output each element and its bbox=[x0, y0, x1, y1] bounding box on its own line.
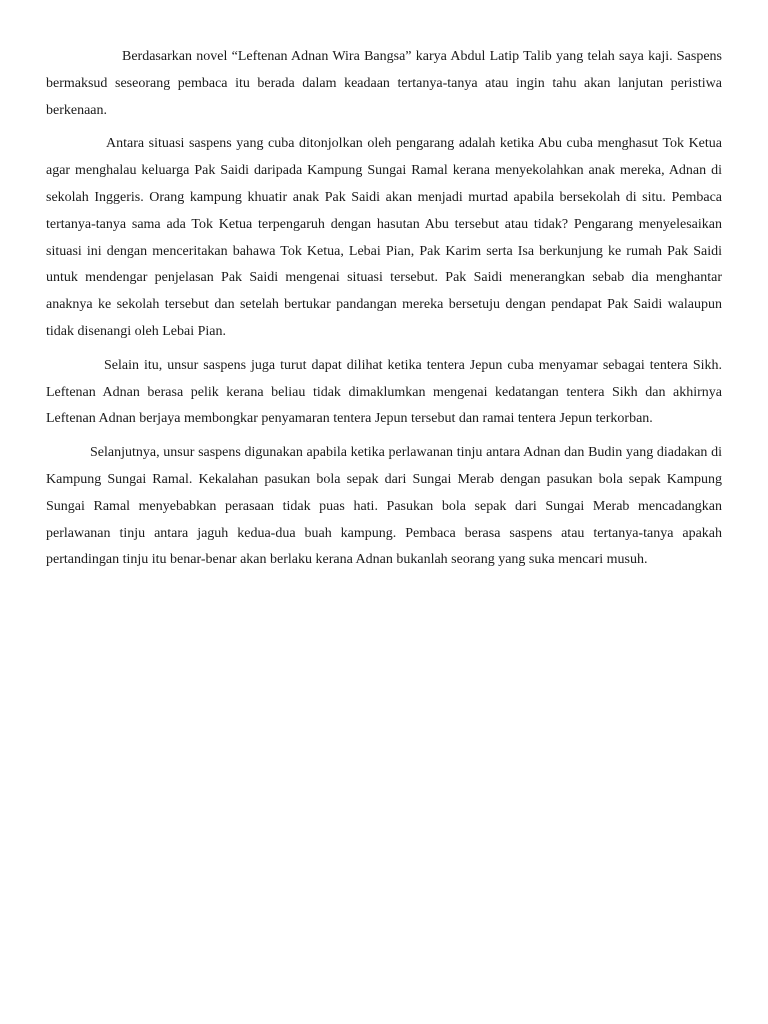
paragraph-abu-tok-ketua: Antara situasi saspens yang cuba ditonjolkan oleh pengarang adalah ketika Abu cuba menghasut Tok Ketua agar menghalau keluarga Pak Saidi daripada Kampung Sungai Ramal kerana menyekolahkan anak mereka, Adnan di sekolah Inggeris. Orang kampung khuatir anak Pak Saidi akan menjadi murtad apabila bersekolah di situ. Pembaca tertanya-tanya sama ada Tok Ketua terpengaruh dengan hasutan Abu tersebut atau tidak? Pengarang menyelesaikan situasi ini dengan menceritakan bahawa Tok Ketua, Lebai Pian, Pak Karim serta Isa berkunjung ke rumah Pak Saidi untuk mendengar penjelasan Pak Saidi mengenai situasi tersebut. Pak Saidi menerangkan sebab dia menghantar anaknya ke sekolah tersebut dan setelah bertukar pandangan mereka bersetuju dengan pendapat Pak Saidi walaupun tidak disenangi oleh Lebai Pian. bbox=[46, 136, 722, 339]
paragraph-tentera-jepun: Selain itu, unsur saspens juga turut dapat dilihat ketika tentera Jepun cuba menyamar sebagai tentera Sikh. Leftenan Adnan berasa pelik kerana beliau tidak dimaklumkan mengenai kedatangan tentera Sikh dan akhirnya Leftenan Adnan berjaya membongkar penyamaran tentera Jepun tersebut dan ramai tentera Jepun terkorban. bbox=[46, 357, 722, 427]
paragraph-perlawanan-tinju: Selanjutnya, unsur saspens digunakan apabila ketika perlawanan tinju antara Adnan dan Budin yang diadakan di Kampung Sungai Ramal. Kekalahan pasukan bola sepak dari Sungai Merab dengan pasukan bola sepak Kampung Sungai Ramal menyebabkan perasaan tidak puas hati. Pasukan bola sepak dari Sungai Merab mencadangkan perlawanan tinju antara jaguh kedua-dua buah kampung. Pembaca berasa saspens atau tertanya-tanya apakah pertandingan tinju itu benar-benar akan berlaku kerana Adnan bukanlah seorang yang suka mencari musuh. bbox=[46, 445, 722, 568]
document-body bbox=[46, 44, 722, 581]
paragraph-intro: Berdasarkan novel “Leftenan Adnan Wira Bangsa” karya Abdul Latip Talib yang telah saya kaji. Saspens bermaksud seseorang pembaca itu berada dalam keadaan tertanya-tanya atau ingin tahu akan lanjutan peristiwa berkenaan. bbox=[46, 49, 722, 118]
